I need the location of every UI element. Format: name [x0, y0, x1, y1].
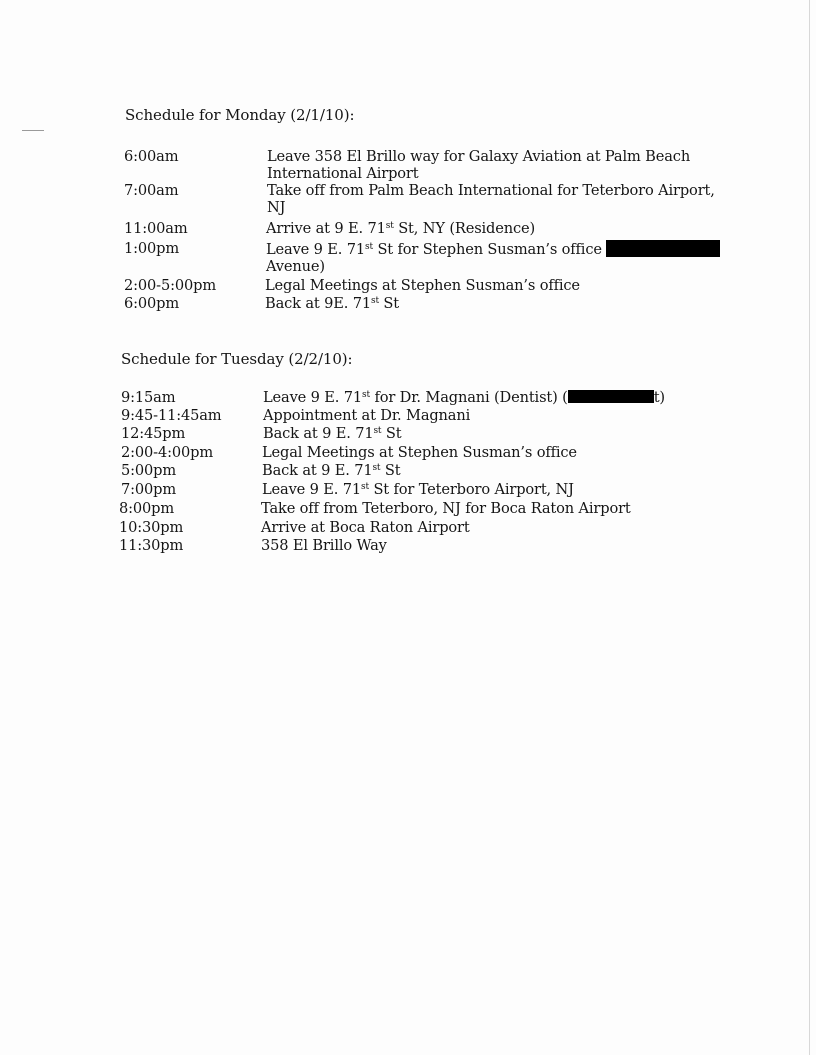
description-cell: Legal Meetings at Stephen Susman’s office	[262, 444, 577, 461]
description-cell: Legal Meetings at Stephen Susman’s office	[265, 277, 580, 294]
redaction-block	[568, 390, 654, 403]
description-cell: Appointment at Dr. Magnani	[263, 407, 471, 424]
description-line: NJ	[267, 199, 286, 216]
tuesday-heading: Schedule for Tuesday (2/2/10):	[121, 350, 353, 368]
description-cell: Arrive at Boca Raton Airport	[261, 519, 470, 536]
time-cell: 11:00am	[124, 220, 188, 237]
time-cell: 2:00-5:00pm	[124, 277, 217, 294]
time-cell: 11:30pm	[119, 537, 184, 554]
description-cell: Back at 9E. 71st St	[265, 295, 399, 312]
description-cell: Back at 9 E. 71st St	[263, 425, 402, 442]
scan-edge-line	[809, 0, 810, 1055]
time-cell: 9:15am	[121, 389, 176, 406]
description-cell: Take off from Teterboro, NJ for Boca Raton Airport	[261, 500, 631, 517]
description-cell: 358 El Brillo Way	[261, 537, 387, 554]
time-cell: 8:00pm	[119, 500, 175, 517]
time-cell: 12:45pm	[121, 425, 186, 442]
description-line: Avenue)	[266, 258, 325, 275]
time-cell: 6:00pm	[124, 295, 180, 312]
description-line: Leave 9 E. 71st St for Stephen Susman’s office	[266, 240, 720, 258]
description-cell	[266, 240, 720, 275]
description-cell: Arrive at 9 E. 71st St, NY (Residence)	[266, 220, 536, 237]
redaction-block	[606, 240, 720, 257]
time-cell: 10:30pm	[119, 519, 184, 536]
time-cell: 7:00am	[124, 182, 179, 199]
monday-heading: Schedule for Monday (2/1/10):	[125, 106, 355, 124]
description-cell: Leave 9 E. 71st St for Teterboro Airport, NJ	[262, 481, 574, 498]
time-cell: 1:00pm	[124, 240, 180, 257]
description-line: International Airport	[267, 165, 419, 182]
description-cell: Leave 9 E. 71st for Dr. Magnani (Dentist) ( t)	[263, 389, 665, 406]
time-cell: 6:00am	[124, 148, 179, 165]
time-cell: 2:00-4:00pm	[121, 444, 214, 461]
description-line: Leave 358 El Brillo way for Galaxy Aviation at Palm Beach	[267, 148, 691, 165]
scan-margin-mark	[22, 130, 44, 131]
description-line: Take off from Palm Beach International for Teterboro Airport,	[267, 182, 715, 199]
time-cell: 7:00pm	[121, 481, 177, 498]
time-cell: 5:00pm	[121, 462, 177, 479]
description-cell: Back at 9 E. 71st St	[262, 462, 401, 479]
description-cell	[267, 148, 707, 182]
description-cell	[267, 182, 715, 216]
time-cell: 9:45-11:45am	[121, 407, 222, 424]
